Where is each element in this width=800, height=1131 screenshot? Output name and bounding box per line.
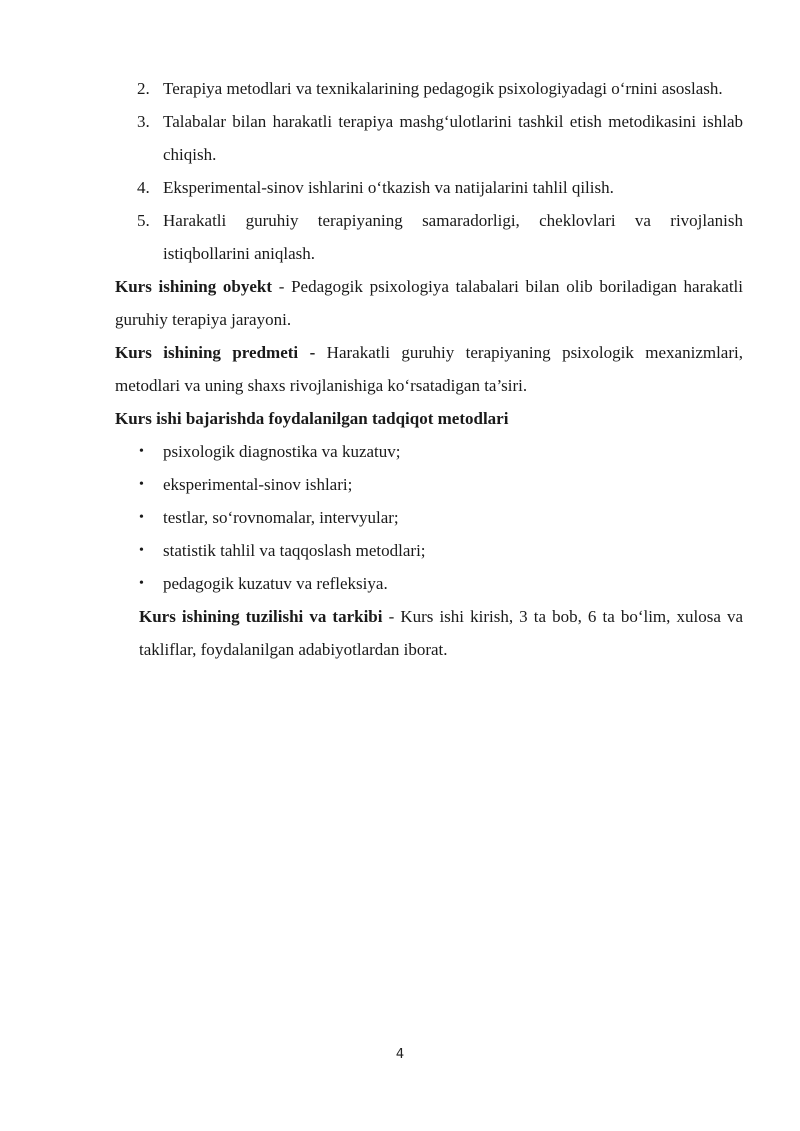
- subject-text: Harakatli guruhiy terapiyaning psixologik mexanizmlari, metodlari va uning shaxs rivojlanishiga koʻrsatadigan ta’siri.: [115, 343, 743, 395]
- structure-text: - Kurs ishi kirish, 3 ta bob, 6 ta boʻlim, xulosa va takliflar, foydalanilgan adabiyotlardan iborat.: [139, 607, 743, 659]
- structure-label: Kurs ishining tuzilishi va tarkibi: [139, 607, 383, 626]
- list-item: [115, 204, 743, 270]
- object-text: - Pedagogik psixologiya talabalari bilan olib boriladigan harakatli guruhiy terapiya jarayoni.: [115, 277, 744, 329]
- list-item: [115, 72, 743, 105]
- list-number: 3.: [137, 112, 150, 131]
- list-item: [115, 171, 743, 204]
- bullet-icon: •: [139, 576, 144, 591]
- object-label: Kurs ishining obyekt: [115, 277, 273, 296]
- list-number: 5.: [137, 211, 150, 230]
- methods-list: [115, 435, 743, 600]
- page-content: [115, 72, 743, 666]
- bullet-icon: •: [139, 543, 144, 558]
- list-item-text: psixologik diagnostika va kuzatuv;: [163, 442, 401, 461]
- list-number: 4.: [137, 178, 150, 197]
- list-number: 2.: [137, 79, 150, 98]
- list-item: [115, 501, 743, 534]
- page-number: 4: [395, 1047, 405, 1062]
- list-item-text: Talabalar bilan harakatli terapiya mashgʻulotlarini tashkil etish metodikasini ishlab chiqish.: [163, 112, 743, 164]
- subject-paragraph: [115, 336, 743, 402]
- bullet-icon: •: [139, 444, 144, 459]
- list-item-text: eksperimental-sinov ishlari;: [163, 475, 353, 494]
- goals-list: [115, 72, 743, 270]
- object-paragraph: [115, 270, 743, 336]
- bullet-icon: •: [139, 510, 144, 525]
- list-item: [115, 105, 743, 171]
- subject-label: Kurs ishining predmeti -: [115, 343, 316, 362]
- methods-heading: Kurs ishi bajarishda foydalanilgan tadqiqot metodlari: [115, 409, 509, 428]
- list-item: [115, 567, 743, 600]
- list-item-text: Harakatli guruhiy terapiyaning samaradorligi, cheklovlari va rivojlanish istiqbollarini aniqlash.: [163, 211, 743, 263]
- list-item: [115, 468, 743, 501]
- list-item-text: Eksperimental-sinov ishlarini oʻtkazish va natijalarini tahlil qilish.: [163, 178, 614, 197]
- structure-paragraph: [115, 600, 743, 666]
- list-item-text: statistik tahlil va taqqoslash metodlari;: [163, 541, 426, 560]
- list-item: [115, 534, 743, 567]
- list-item: [115, 435, 743, 468]
- list-item-text: pedagogik kuzatuv va refleksiya.: [163, 574, 388, 593]
- bullet-icon: •: [139, 477, 144, 492]
- list-item-text: Terapiya metodlari va texnikalarining pedagogik psixologiyadagi oʻrnini asoslash.: [163, 79, 723, 98]
- list-item-text: testlar, soʻrovnomalar, intervyular;: [163, 508, 399, 527]
